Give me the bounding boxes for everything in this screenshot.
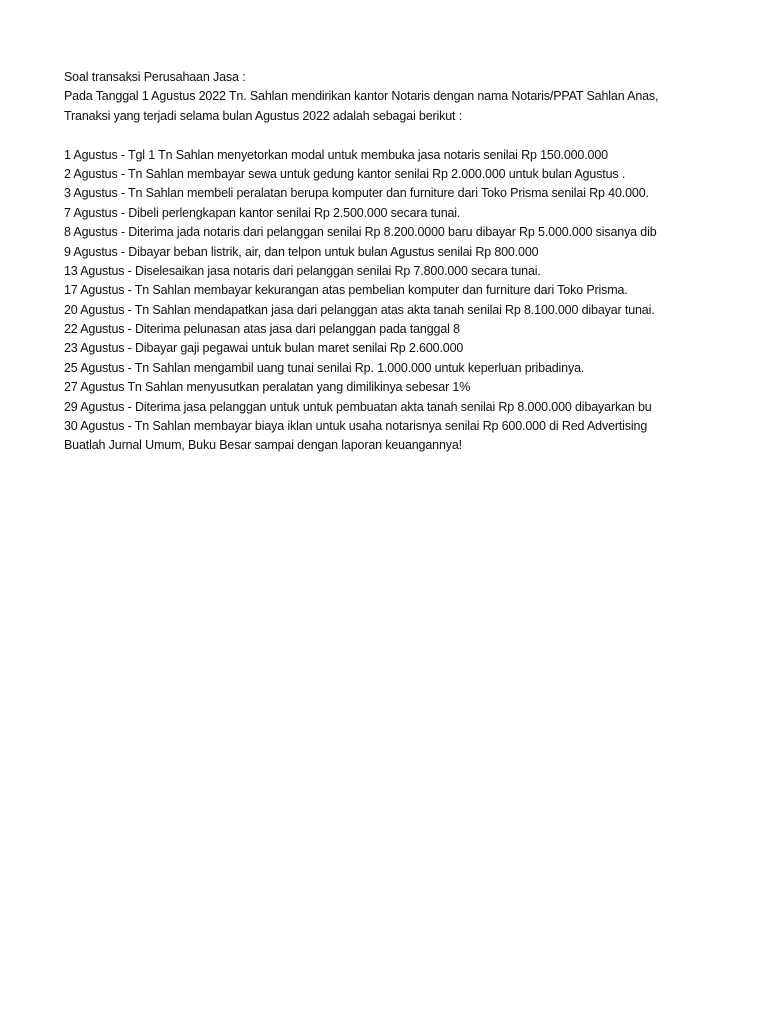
blank-line	[64, 126, 672, 145]
document-heading: Soal transaksi Perusahaan Jasa :	[64, 70, 246, 84]
intro-line: Pada Tanggal 1 Agustus 2022 Tn. Sahlan mendirikan kantor Notaris dengan nama Notaris/PPAT Sahlan Anas,	[64, 89, 659, 104]
transaction-item: 2 Agustus - Tn Sahlan membayar sewa untuk gedung kantor senilai Rp 2.000.000 untuk bulan Agustus .	[64, 166, 626, 181]
transaction-item: 29 Agustus - Diterima jasa pelanggan untuk untuk pembuatan akta tanah senilai Rp 8.000.000 dibayarkan bu	[64, 399, 652, 414]
transaction-item: 9 Agustus - Dibayar beban listrik, air, dan telpon untuk bulan Agustus senilai Rp 800.000	[64, 244, 539, 259]
transaction-item: 23 Agustus - Dibayar gaji pegawai untuk bulan maret senilai Rp 2.600.000	[64, 341, 464, 356]
transaction-item: 3 Agustus - Tn Sahlan membeli peralatan berupa komputer dan furniture dari Toko Prisma senilai Rp 40.000.	[64, 186, 649, 201]
document-body	[64, 68, 672, 456]
transaction-item: 1 Agustus - Tgl 1 Tn Sahlan menyetorkan modal untuk membuka jasa notaris senilai Rp 150.000.000	[64, 147, 608, 162]
instruction-line: Buatlah Jurnal Umum, Buku Besar sampai dengan laporan keuangannya!	[64, 438, 462, 453]
transaction-list	[64, 146, 672, 437]
transaction-item: 30 Agustus - Tn Sahlan membayar biaya iklan untuk usaha notarisnya senilai Rp 600.000 di Red Advertising	[64, 419, 648, 434]
transaction-item: 20 Agustus - Tn Sahlan mendapatkan jasa dari pelanggan atas akta tanah senilai Rp 8.100.000 dibayar tunai.	[64, 302, 655, 317]
transaction-item: 13 Agustus - Diselesaikan jasa notaris dari pelanggan senilai Rp 7.800.000 secara tunai.	[64, 263, 541, 278]
transaction-item: 7 Agustus - Dibeli perlengkapan kantor senilai Rp 2.500.000 secara tunai.	[64, 205, 461, 220]
transaction-item: 8 Agustus - Diterima jada notaris dari pelanggan senilai Rp 8.200.0000 baru dibayar Rp 5.000.000 sisanya dib	[64, 225, 657, 240]
transaction-item: 27 Agustus Tn Sahlan menyusutkan peralatan yang dimilikinya sebesar 1%	[64, 380, 471, 395]
transaction-item: 22 Agustus - Diterima pelunasan atas jasa dari pelanggan pada tanggal 8	[64, 322, 460, 337]
transaction-item: 17 Agustus - Tn Sahlan membayar kekurangan atas pembelian komputer dan furniture dari Toko Prisma.	[64, 283, 628, 298]
transaction-item: 25 Agustus - Tn Sahlan mengambil uang tunai senilai Rp. 1.000.000 untuk keperluan pribadinya.	[64, 360, 585, 375]
intro-line: Tranaksi yang terjadi selama bulan Agustus 2022 adalah sebagai berikut :	[64, 108, 463, 123]
